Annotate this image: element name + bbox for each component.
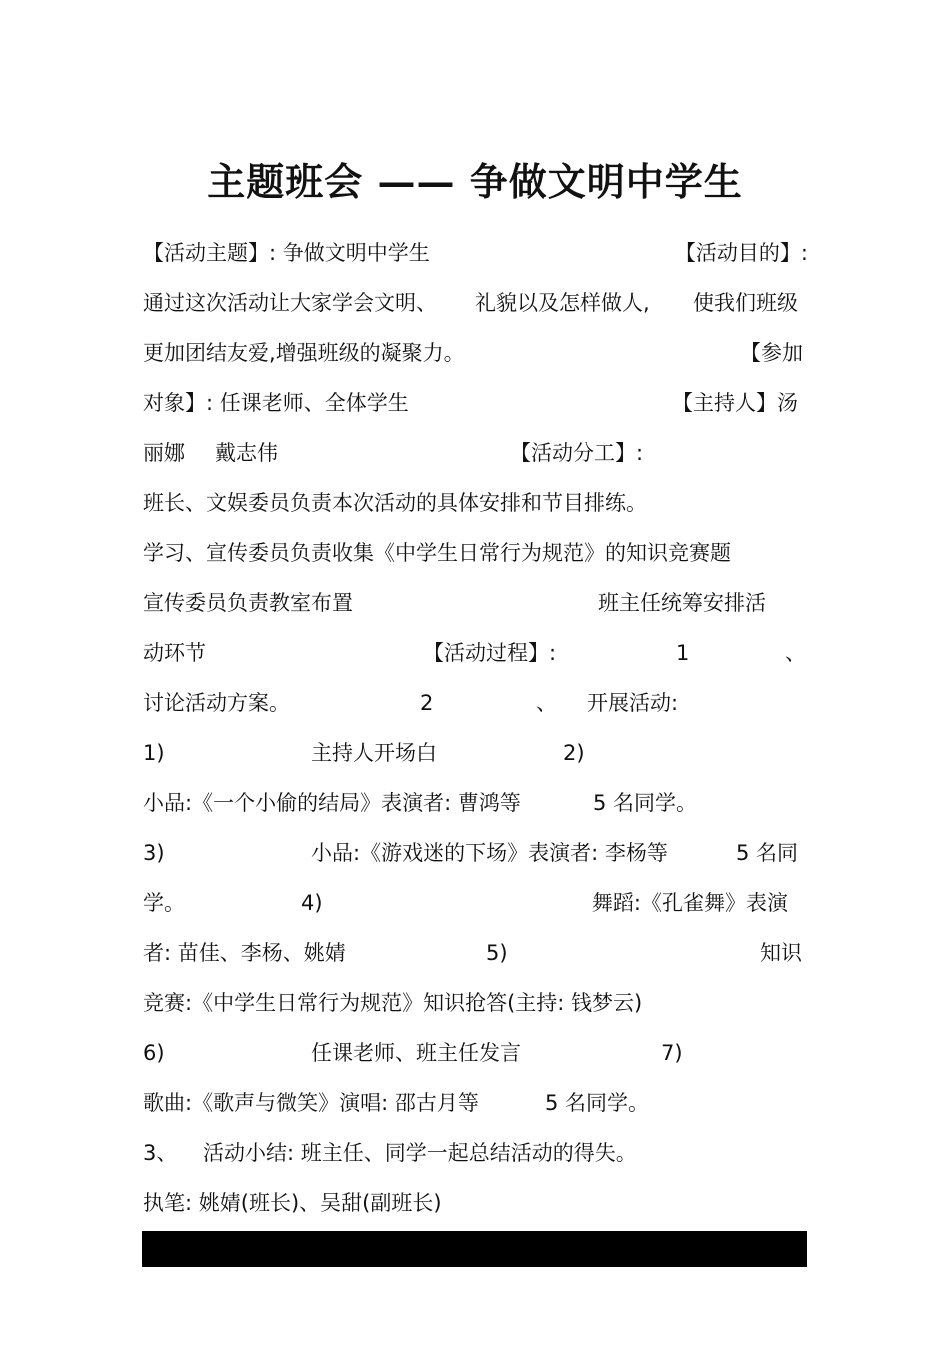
text-line: [143, 286, 808, 320]
text-segment: 【参加: [740, 341, 803, 365]
text-segment: 1): [143, 741, 165, 765]
text-line: [143, 486, 808, 520]
text-line: [143, 236, 808, 270]
text-line: [143, 436, 808, 470]
text-line: [143, 986, 808, 1020]
text-line: [143, 936, 808, 970]
text-segment: 使我们班级: [693, 291, 798, 315]
text-segment: 1: [676, 641, 690, 665]
text-segment: 【活动主题】: 争做文明中学生: [143, 241, 430, 265]
text-segment: 宣传委员负责教室布置: [143, 591, 353, 615]
text-segment: 【主持人】汤: [672, 391, 798, 415]
text-segment: 任课老师、班主任发言: [311, 1041, 521, 1065]
text-segment: 班长、文娱委员负责本次活动的具体安排和节目排练。: [143, 491, 647, 515]
text-segment: 通过这次活动让大家学会文明、: [143, 291, 437, 315]
text-segment: 5 名同学。: [593, 791, 698, 815]
text-segment: 6): [143, 1041, 165, 1065]
text-segment: 、: [785, 641, 806, 665]
text-line: [143, 1036, 808, 1070]
text-line: [143, 636, 808, 670]
text-line: [143, 686, 808, 720]
text-segment: 【活动目的】:: [674, 241, 808, 265]
text-line: [143, 586, 808, 620]
text-segment: 5): [486, 941, 508, 965]
text-segment: 3): [143, 841, 165, 865]
text-line: [143, 1186, 808, 1220]
text-segment: 4): [301, 891, 323, 915]
text-segment: 小品:《一个小偷的结局》表演者: 曹鸿等: [143, 791, 521, 815]
text-segment: 礼貌以及怎样做人,: [475, 291, 650, 315]
text-segment: 丽娜: [143, 441, 185, 465]
text-segment: 讨论活动方案。: [143, 691, 290, 715]
text-segment: 戴志伟: [215, 441, 278, 465]
text-segment: 者: 苗佳、李杨、姚婧: [143, 941, 346, 965]
document-title: 主题班会 —— 争做文明中学生: [207, 159, 743, 205]
text-segment: 小品:《游戏迷的下场》表演者: 李杨等: [311, 841, 668, 865]
text-segment: 竞赛:《中学生日常行为规范》知识抢答(主持: 钱梦云): [143, 991, 643, 1015]
text-line: [143, 536, 808, 570]
text-segment: 、: [536, 691, 557, 715]
text-segment: 执笔: 姚婧(班长)、吴甜(副班长): [143, 1191, 442, 1215]
text-line: [143, 736, 808, 770]
text-segment: 活动小结: 班主任、同学一起总结活动的得失。: [203, 1141, 637, 1165]
text-segment: 班主任统筹安排活: [598, 591, 766, 615]
text-line: [143, 786, 808, 820]
text-segment: 主持人开场白: [311, 741, 437, 765]
text-segment: 2: [420, 691, 434, 715]
text-segment: 【活动过程】:: [423, 641, 557, 665]
text-segment: 舞蹈:《孔雀舞》表演: [591, 891, 788, 915]
text-segment: 2): [563, 741, 585, 765]
text-line: [143, 386, 808, 420]
text-segment: 更加团结友爱,增强班级的凝聚力。: [143, 341, 465, 365]
text-line: [143, 336, 808, 370]
text-segment: 歌曲:《歌声与微笑》演唱: 邵古月等: [143, 1091, 479, 1115]
text-segment: 对象】: 任课老师、全体学生: [143, 391, 409, 415]
text-segment: 【活动分工】:: [510, 441, 644, 465]
text-segment: 3、: [143, 1141, 178, 1165]
text-segment: 开展活动:: [587, 691, 679, 715]
text-line: [143, 1136, 808, 1170]
text-segment: 学。: [143, 891, 185, 915]
text-segment: 7): [661, 1041, 683, 1065]
text-line: [143, 886, 808, 920]
text-segment: 5 名同: [735, 841, 798, 865]
text-line: [143, 836, 808, 870]
text-segment: 动环节: [143, 641, 206, 665]
text-segment: 学习、宣传委员负责收集《中学生日常行为规范》的知识竞赛题: [143, 541, 731, 565]
text-segment: 知识: [760, 941, 802, 965]
text-line: [143, 1086, 808, 1120]
text-segment: 5 名同学。: [545, 1091, 650, 1115]
redaction-bar: [142, 1231, 807, 1267]
